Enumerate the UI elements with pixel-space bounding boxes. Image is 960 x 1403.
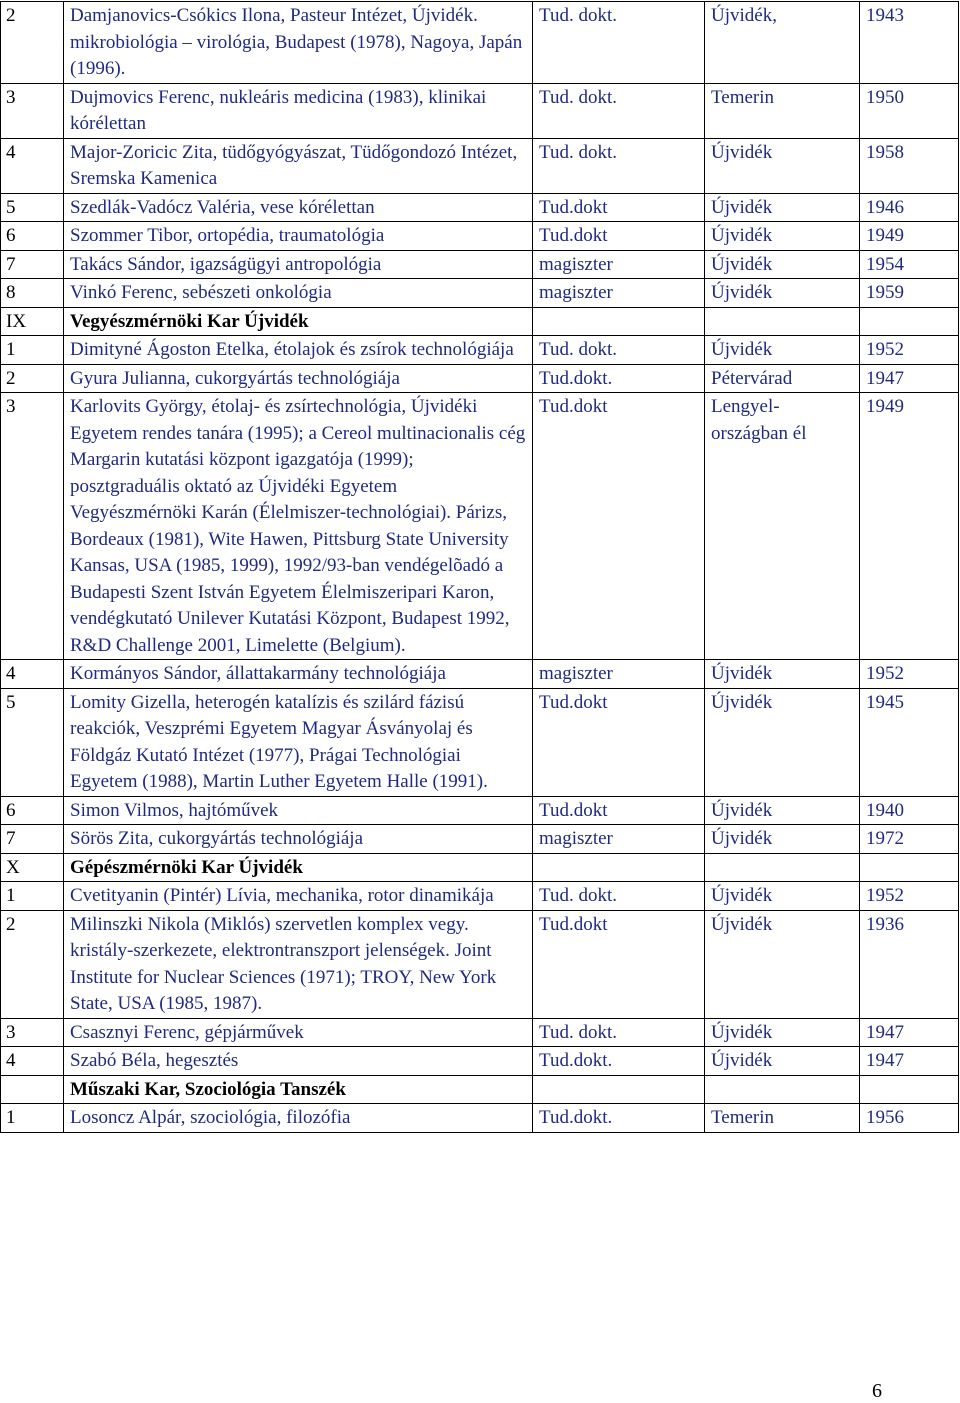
degree-cell: Tud. dokt. bbox=[533, 336, 705, 365]
table-row bbox=[1, 688, 959, 796]
degree-cell bbox=[533, 307, 705, 336]
table-row bbox=[1, 222, 959, 251]
birth-year-cell: 1959 bbox=[860, 279, 959, 308]
table-row bbox=[1, 796, 959, 825]
person-description: Cvetityanin (Pintér) Lívia, mechanika, rotor dinamikája bbox=[64, 882, 533, 911]
row-number: 1 bbox=[1, 336, 64, 365]
birthplace-cell: Újvidék bbox=[705, 1018, 860, 1047]
person-description: Major-Zoricic Zita, tüdőgyógyászat, Tüdőgondozó Intézet, Sremska Kamenica bbox=[64, 138, 533, 193]
row-number: 4 bbox=[1, 138, 64, 193]
faculty-table bbox=[0, 1, 959, 1133]
person-description: Szommer Tibor, ortopédia, traumatológia bbox=[64, 222, 533, 251]
row-number: 5 bbox=[1, 688, 64, 796]
row-number: 3 bbox=[1, 393, 64, 660]
person-description: Dujmovics Ferenc, nukleáris medicina (1983), klinikai kórélettan bbox=[64, 83, 533, 138]
table-row bbox=[1, 336, 959, 365]
degree-cell: Tud. dokt. bbox=[533, 1018, 705, 1047]
birthplace-cell bbox=[705, 307, 860, 336]
row-number: 1 bbox=[1, 1104, 64, 1133]
birth-year-cell bbox=[860, 307, 959, 336]
degree-cell: Tud.dokt bbox=[533, 393, 705, 660]
birth-year-cell: 1946 bbox=[860, 193, 959, 222]
row-number: 8 bbox=[1, 279, 64, 308]
birth-year-cell bbox=[860, 1075, 959, 1104]
row-number: X bbox=[1, 853, 64, 882]
table-row bbox=[1, 250, 959, 279]
degree-cell: Tud. dokt. bbox=[533, 2, 705, 84]
person-description: Sörös Zita, cukorgyártás technológiája bbox=[64, 825, 533, 854]
degree-cell: magiszter bbox=[533, 250, 705, 279]
birthplace-cell: Újvidék bbox=[705, 910, 860, 1018]
birthplace-cell: Újvidék bbox=[705, 250, 860, 279]
birth-year-cell: 1947 bbox=[860, 1018, 959, 1047]
degree-cell: Tud.dokt. bbox=[533, 364, 705, 393]
birth-year-cell: 1952 bbox=[860, 882, 959, 911]
birthplace-cell: Temerin bbox=[705, 83, 860, 138]
row-number: 2 bbox=[1, 2, 64, 84]
birthplace-cell: Temerin bbox=[705, 1104, 860, 1133]
birth-year-cell: 1943 bbox=[860, 2, 959, 84]
table-row bbox=[1, 1018, 959, 1047]
page-number: 6 bbox=[872, 1380, 882, 1402]
row-number: 4 bbox=[1, 1047, 64, 1076]
birth-year-cell: 1945 bbox=[860, 688, 959, 796]
row-number: 7 bbox=[1, 825, 64, 854]
table-row bbox=[1, 825, 959, 854]
person-description: Gyura Julianna, cukorgyártás technológiája bbox=[64, 364, 533, 393]
person-description: Damjanovics-Csókics Ilona, Pasteur Intézet, Újvidék. mikrobiológia – virológia, Budapest (1978), Nagoya, Japán (1996). bbox=[64, 2, 533, 84]
row-number: IX bbox=[1, 307, 64, 336]
row-number: 6 bbox=[1, 222, 64, 251]
degree-cell bbox=[533, 853, 705, 882]
person-description: Milinszki Nikola (Miklós) szervetlen komplex vegy. kristály-szerkezete, elektrontranszport jelenségek. Joint Institute for Nuclear Sciences (1971); TROY, New York State, USA (1985, 1987). bbox=[64, 910, 533, 1018]
person-description: Losoncz Alpár, szociológia, filozófia bbox=[64, 1104, 533, 1133]
degree-cell: magiszter bbox=[533, 279, 705, 308]
row-number: 2 bbox=[1, 910, 64, 1018]
birthplace-cell: Lengyel-országban él bbox=[705, 393, 860, 660]
table-row bbox=[1, 193, 959, 222]
section-header-row bbox=[1, 1075, 959, 1104]
row-number: 5 bbox=[1, 193, 64, 222]
section-title: Műszaki Kar, Szociológia Tanszék bbox=[64, 1075, 533, 1104]
row-number: 3 bbox=[1, 1018, 64, 1047]
table-row bbox=[1, 138, 959, 193]
degree-cell: Tud. dokt. bbox=[533, 83, 705, 138]
birthplace-cell: Újvidék bbox=[705, 138, 860, 193]
row-number: 3 bbox=[1, 83, 64, 138]
person-description: Simon Vilmos, hajtóművek bbox=[64, 796, 533, 825]
degree-cell bbox=[533, 1075, 705, 1104]
table-row bbox=[1, 83, 959, 138]
degree-cell: magiszter bbox=[533, 660, 705, 689]
birthplace-cell: Újvidék bbox=[705, 1047, 860, 1076]
person-description: Csasznyi Ferenc, gépjárművek bbox=[64, 1018, 533, 1047]
row-number: 6 bbox=[1, 796, 64, 825]
table-row bbox=[1, 2, 959, 84]
person-description: Karlovits György, étolaj- és zsírtechnológia, Újvidéki Egyetem rendes tanára (1995); a Cereol multinacionalis cég Margarin kutatási központ igazgatója (1999); posztgraduális oktató az Újvidéki Egyetem Vegyészmérnöki Karán (Élelmiszer-technológiai). Párizs, Bordeaux (1981), Wite Hawen, Pittsburg State University Kansas, USA (1985, 1999), 1992/93-ban vendégelõadó a Budapesti Szent István Egyetem Élelmiszeripari Karon, vendégkutató Unilever Kutatási Központ, Budapest 1992, R&D Challenge 2001, Limelette (Belgium). bbox=[64, 393, 533, 660]
person-description: Vinkó Ferenc, sebészeti onkológia bbox=[64, 279, 533, 308]
birth-year-cell: 1949 bbox=[860, 393, 959, 660]
table-row bbox=[1, 882, 959, 911]
degree-cell: Tud. dokt. bbox=[533, 882, 705, 911]
table-row bbox=[1, 279, 959, 308]
section-title: Gépészmérnöki Kar Újvidék bbox=[64, 853, 533, 882]
row-number: 7 bbox=[1, 250, 64, 279]
birthplace-cell: Újvidék bbox=[705, 279, 860, 308]
degree-cell: Tud.dokt bbox=[533, 688, 705, 796]
birth-year-cell: 1949 bbox=[860, 222, 959, 251]
degree-cell: Tud.dokt. bbox=[533, 1047, 705, 1076]
birthplace-cell: Újvidék bbox=[705, 336, 860, 365]
birth-year-cell: 1954 bbox=[860, 250, 959, 279]
person-description: Szabó Béla, hegesztés bbox=[64, 1047, 533, 1076]
birthplace-cell bbox=[705, 1075, 860, 1104]
birth-year-cell: 1947 bbox=[860, 364, 959, 393]
degree-cell: Tud. dokt. bbox=[533, 138, 705, 193]
table-row bbox=[1, 1047, 959, 1076]
section-header-row bbox=[1, 853, 959, 882]
degree-cell: Tud.dokt bbox=[533, 910, 705, 1018]
row-number: 4 bbox=[1, 660, 64, 689]
birthplace-cell: Újvidék bbox=[705, 882, 860, 911]
person-description: Dimityné Ágoston Etelka, étolajok és zsírok technológiája bbox=[64, 336, 533, 365]
birth-year-cell bbox=[860, 853, 959, 882]
birth-year-cell: 1972 bbox=[860, 825, 959, 854]
row-number bbox=[1, 1075, 64, 1104]
table-row bbox=[1, 364, 959, 393]
birth-year-cell: 1936 bbox=[860, 910, 959, 1018]
section-title: Vegyészmérnöki Kar Újvidék bbox=[64, 307, 533, 336]
degree-cell: Tud.dokt. bbox=[533, 1104, 705, 1133]
birthplace-cell: Pétervárad bbox=[705, 364, 860, 393]
section-header-row bbox=[1, 307, 959, 336]
degree-cell: Tud.dokt bbox=[533, 796, 705, 825]
degree-cell: magiszter bbox=[533, 825, 705, 854]
table-row bbox=[1, 1104, 959, 1133]
table-row bbox=[1, 393, 959, 660]
birth-year-cell: 1952 bbox=[860, 336, 959, 365]
birth-year-cell: 1958 bbox=[860, 138, 959, 193]
birthplace-cell bbox=[705, 853, 860, 882]
row-number: 1 bbox=[1, 882, 64, 911]
birth-year-cell: 1952 bbox=[860, 660, 959, 689]
birthplace-cell: Újvidék bbox=[705, 660, 860, 689]
birthplace-cell: Újvidék bbox=[705, 688, 860, 796]
table-body bbox=[1, 2, 959, 1133]
birthplace-cell: Újvidék, bbox=[705, 2, 860, 84]
birth-year-cell: 1950 bbox=[860, 83, 959, 138]
row-number: 2 bbox=[1, 364, 64, 393]
table-row bbox=[1, 910, 959, 1018]
birthplace-cell: Újvidék bbox=[705, 825, 860, 854]
person-description: Lomity Gizella, heterogén katalízis és szilárd fázisú reakciók, Veszprémi Egyetem Magyar Ásványolaj és Földgáz Kutató Intézet (1977), Prágai Technológiai Egyetem (1988), Martin Luther Egyetem Halle (1991). bbox=[64, 688, 533, 796]
birthplace-cell: Újvidék bbox=[705, 796, 860, 825]
person-description: Szedlák-Vadócz Valéria, vese kórélettan bbox=[64, 193, 533, 222]
birth-year-cell: 1940 bbox=[860, 796, 959, 825]
birthplace-cell: Újvidék bbox=[705, 193, 860, 222]
birth-year-cell: 1956 bbox=[860, 1104, 959, 1133]
table-row bbox=[1, 660, 959, 689]
birth-year-cell: 1947 bbox=[860, 1047, 959, 1076]
degree-cell: Tud.dokt bbox=[533, 222, 705, 251]
person-description: Takács Sándor, igazságügyi antropológia bbox=[64, 250, 533, 279]
person-description: Kormányos Sándor, állattakarmány technológiája bbox=[64, 660, 533, 689]
birthplace-cell: Újvidék bbox=[705, 222, 860, 251]
degree-cell: Tud.dokt bbox=[533, 193, 705, 222]
